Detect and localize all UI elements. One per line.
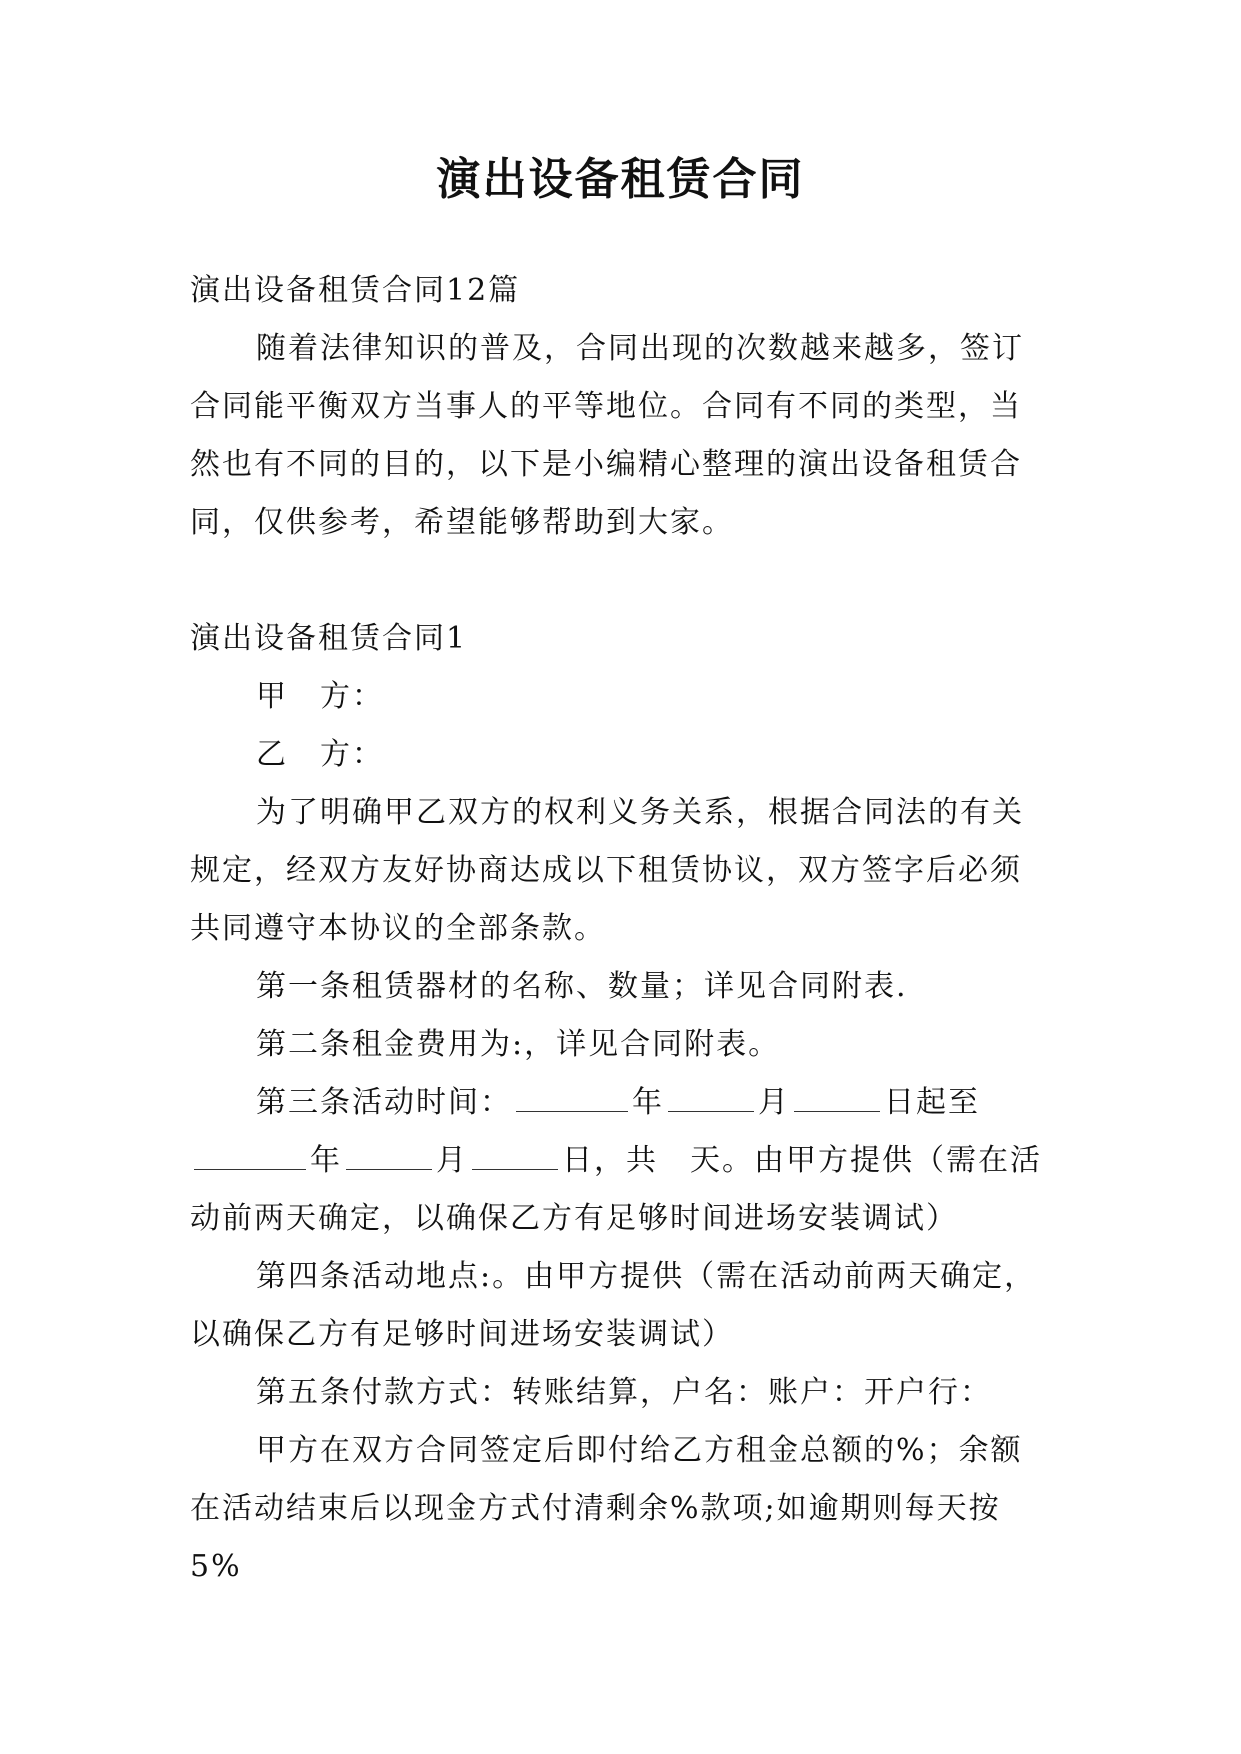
article-3-rest: 日，共 天。由甲方提供（需在活动前两天确定，以确保乙方有足够时间进场安装调试） (190, 1143, 1042, 1236)
month-label-2: 月 (436, 1143, 468, 1178)
year-blank (516, 1081, 628, 1112)
month-label: 月 (758, 1085, 790, 1120)
document-title: 演出设备租赁合同 (436, 154, 805, 205)
article-5: 第五条付款方式：转账结算，户名：账户：开户行： (256, 1375, 992, 1410)
preamble-paragraph: 为了明确甲乙双方的权利义务关系，根据合同法的有关规定，经双方友好协商达成以下租赁协议，双方签字后必须共同遵守本协议的全部条款。 (190, 795, 1024, 946)
document-subtitle: 演出设备租赁合同12篇 (190, 273, 521, 308)
day-from-label: 日起至 (884, 1085, 980, 1120)
article-2: 第二条租金费用为:，详见合同附表。 (256, 1027, 781, 1062)
article-1: 第一条租赁器材的名称、数量；详见合同附表. (256, 969, 908, 1004)
paragraph-gap (190, 552, 1052, 610)
article-3 (190, 1074, 1052, 1248)
party-b-line: 乙 方： (256, 737, 384, 772)
year-label-2: 年 (310, 1143, 342, 1178)
document-body (190, 262, 1052, 1596)
month-blank (668, 1081, 754, 1112)
year-label: 年 (632, 1085, 664, 1120)
article-4: 第四条活动地点:。由甲方提供（需在活动前两天确定，以确保乙方有足够时间进场安装调试） (190, 1259, 1037, 1352)
day-blank (794, 1081, 880, 1112)
article-3-label: 第三条活动时间： (256, 1085, 512, 1120)
payment-paragraph: 甲方在双方合同签定后即付给乙方租金总额的%；余额在活动结束后以现金方式付清剩余%款项;如逾期则每天按5% (190, 1433, 1023, 1584)
party-a-line: 甲 方： (256, 679, 384, 714)
month-blank-2 (346, 1139, 432, 1170)
intro-paragraph: 随着法律知识的普及，合同出现的次数越来越多，签订合同能平衡双方当事人的平等地位。合同有不同的类型，当然也有不同的目的，以下是小编精心整理的演出设备租赁合同，仅供参考，希望能够帮助到大家。 (190, 331, 1024, 540)
year-blank-2 (194, 1139, 306, 1170)
section-heading: 演出设备租赁合同1 (190, 621, 468, 656)
day-blank-2 (472, 1139, 558, 1170)
